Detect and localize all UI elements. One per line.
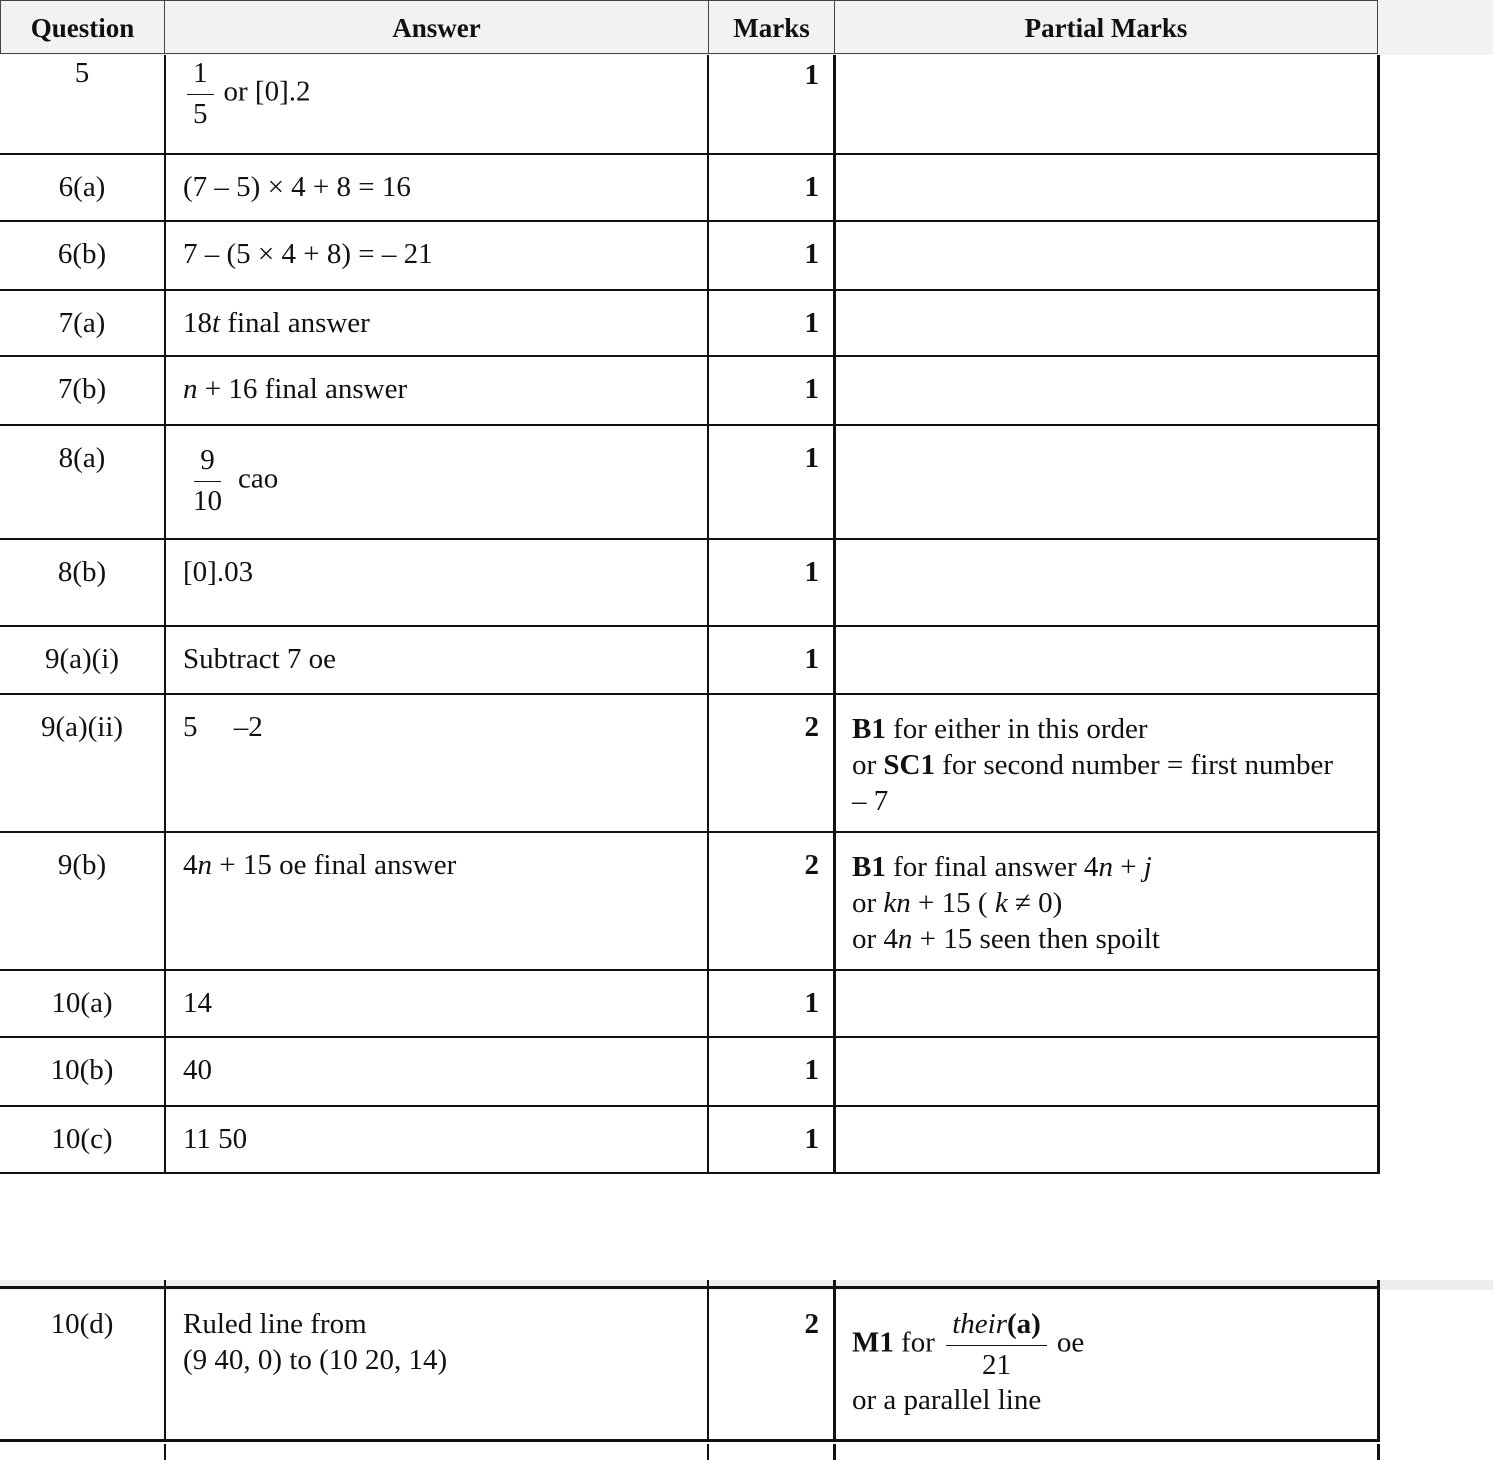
table-row bbox=[0, 833, 1380, 971]
marks-cell: 2 bbox=[709, 833, 836, 969]
table-row bbox=[0, 1038, 1380, 1107]
table-row bbox=[0, 1444, 1380, 1455]
table-row bbox=[0, 695, 1380, 833]
question-number: 8(a) bbox=[0, 426, 166, 538]
question-number: 7(a) bbox=[0, 291, 166, 355]
answer-text: final answer bbox=[220, 307, 370, 339]
table-row bbox=[0, 627, 1380, 695]
partial-marks-cell bbox=[836, 357, 1380, 424]
table-row bbox=[0, 971, 1380, 1038]
question-number: 8(b) bbox=[0, 540, 166, 625]
fraction-numerator: 1 bbox=[187, 59, 214, 95]
partial-marks-cell bbox=[836, 540, 1380, 625]
marks-cell: 1 bbox=[709, 222, 836, 289]
column-divider bbox=[709, 1444, 836, 1460]
answer-cell bbox=[166, 55, 709, 153]
table-row bbox=[0, 540, 1380, 627]
partial-marks-cell bbox=[836, 627, 1380, 693]
question-number: 5 bbox=[0, 55, 166, 153]
fraction-numerator: 9 bbox=[194, 446, 221, 482]
partial-line: – 7 bbox=[852, 785, 889, 817]
marks-cell: 1 bbox=[709, 1107, 836, 1172]
answer-line: Ruled line from bbox=[183, 1308, 367, 1340]
marks-cell: 1 bbox=[709, 540, 836, 625]
answer-cell bbox=[166, 1290, 709, 1439]
partial-marks-cell bbox=[836, 291, 1380, 355]
partial-line bbox=[852, 747, 1377, 783]
column-divider bbox=[0, 1444, 166, 1460]
table-row bbox=[0, 426, 1380, 540]
answer-cell: Subtract 7 oe bbox=[166, 627, 709, 693]
marks-cell: 1 bbox=[709, 971, 836, 1036]
partial-text: for bbox=[893, 1326, 943, 1359]
fraction-denominator: 10 bbox=[193, 485, 222, 517]
partial-line: or a parallel line bbox=[852, 1384, 1042, 1416]
fraction bbox=[187, 59, 214, 129]
table-row bbox=[0, 291, 1380, 357]
answer-line: (9 40, 0) to (10 20, 14) bbox=[183, 1344, 448, 1376]
partial-marks-cell bbox=[836, 695, 1380, 831]
answer-text: + 15 oe final answer bbox=[212, 849, 457, 881]
mark-code: B1 bbox=[852, 851, 886, 883]
fraction-numerator bbox=[946, 1310, 1047, 1346]
partial-marks-cell bbox=[836, 55, 1380, 153]
marks-cell: 2 bbox=[709, 1290, 836, 1439]
marks-cell: 1 bbox=[709, 627, 836, 693]
partial-text: for final answer 4 bbox=[885, 851, 1099, 883]
partial-text: + 15 ( bbox=[910, 887, 995, 919]
partial-marks-cell bbox=[836, 971, 1380, 1036]
partial-text: or bbox=[852, 749, 884, 781]
table-row bbox=[0, 222, 1380, 291]
partial-text: for second number = first number bbox=[935, 749, 1334, 781]
answer-cell bbox=[166, 833, 709, 969]
question-number: 7(b) bbox=[0, 357, 166, 424]
partial-text: or bbox=[852, 887, 884, 919]
partial-variable: their bbox=[952, 1308, 1007, 1340]
table-row bbox=[0, 155, 1380, 222]
answer-variable: n bbox=[197, 849, 212, 881]
question-number: 10(b) bbox=[0, 1038, 166, 1105]
partial-marks-cell bbox=[836, 155, 1380, 220]
answer-cell bbox=[166, 357, 709, 424]
table-row bbox=[0, 55, 1380, 155]
header-marks: Marks bbox=[708, 0, 835, 54]
partial-line bbox=[852, 885, 1377, 921]
answer-cell: [0].03 bbox=[166, 540, 709, 625]
marks-cell: 1 bbox=[709, 155, 836, 220]
header-question: Question bbox=[0, 0, 165, 54]
column-divider bbox=[166, 1444, 709, 1460]
partial-variable: k bbox=[994, 887, 1008, 919]
table-row bbox=[0, 357, 1380, 426]
marks-cell: 1 bbox=[709, 1038, 836, 1105]
answer-cell: (7 – 5) × 4 + 8 = 16 bbox=[166, 155, 709, 220]
question-number: 9(b) bbox=[0, 833, 166, 969]
answer-text: + 16 final answer bbox=[197, 373, 408, 405]
partial-marks-cell bbox=[836, 426, 1380, 538]
mark-code: B1 bbox=[852, 713, 886, 745]
partial-text: oe bbox=[1056, 1326, 1085, 1359]
partial-variable: n bbox=[897, 923, 913, 955]
marks-cell: 1 bbox=[709, 426, 836, 538]
partial-variable: j bbox=[1143, 851, 1152, 883]
column-divider bbox=[836, 1444, 1380, 1460]
table-row-top-edge bbox=[0, 1280, 1380, 1289]
partial-text: + 15 seen then spoilt bbox=[912, 923, 1160, 955]
answer-cell bbox=[166, 291, 709, 355]
marks-cell: 1 bbox=[709, 55, 836, 153]
question-number: 6(b) bbox=[0, 222, 166, 289]
marks-cell: 1 bbox=[709, 291, 836, 355]
question-number: 9(a)(i) bbox=[0, 627, 166, 693]
table-row bbox=[0, 1107, 1380, 1174]
partial-line bbox=[852, 849, 1377, 885]
part-reference: (a) bbox=[1006, 1308, 1041, 1340]
partial-line bbox=[852, 1310, 1377, 1380]
header-answer: Answer bbox=[164, 0, 709, 54]
partial-marks-cell bbox=[836, 1290, 1380, 1439]
answer-cell: 7 – (5 × 4 + 8) = – 21 bbox=[166, 222, 709, 289]
mark-code: M1 bbox=[852, 1326, 894, 1359]
answer-cell: 11 50 bbox=[166, 1107, 709, 1172]
answer-cell: 5 –2 bbox=[166, 695, 709, 831]
answer-text: 18 bbox=[183, 307, 212, 339]
partial-text: for either in this order bbox=[885, 713, 1148, 745]
answer-cell bbox=[166, 426, 709, 538]
answer-text: 4 bbox=[183, 849, 198, 881]
mark-code: SC1 bbox=[883, 749, 935, 781]
partial-text: ≠ 0) bbox=[1007, 887, 1063, 919]
partial-text: + bbox=[1112, 851, 1144, 883]
question-number: 10(a) bbox=[0, 971, 166, 1036]
fraction bbox=[946, 1310, 1047, 1380]
question-number: 10(c) bbox=[0, 1107, 166, 1172]
partial-line bbox=[852, 921, 1377, 957]
answer-cell: 40 bbox=[166, 1038, 709, 1105]
partial-marks-cell bbox=[836, 833, 1380, 969]
table-row bbox=[0, 1290, 1380, 1442]
answer-text: or [0].2 bbox=[223, 75, 311, 108]
question-number: 9(a)(ii) bbox=[0, 695, 166, 831]
answer-variable: n bbox=[183, 373, 198, 405]
fraction-denominator: 21 bbox=[982, 1349, 1011, 1381]
marks-cell: 2 bbox=[709, 695, 836, 831]
partial-line bbox=[852, 711, 1377, 747]
partial-variable: kn bbox=[883, 887, 911, 919]
fraction bbox=[187, 446, 228, 516]
answer-text: cao bbox=[238, 462, 279, 495]
header-partial-marks: Partial Marks bbox=[834, 0, 1378, 54]
fraction-denominator: 5 bbox=[193, 98, 208, 130]
partial-marks-cell bbox=[836, 222, 1380, 289]
answer-cell: 14 bbox=[166, 971, 709, 1036]
marks-cell: 1 bbox=[709, 357, 836, 424]
answer-variable: t bbox=[212, 307, 221, 339]
partial-variable: n bbox=[1098, 851, 1113, 883]
question-number: 10(d) bbox=[0, 1290, 166, 1439]
partial-marks-cell bbox=[836, 1038, 1380, 1105]
partial-text: or 4 bbox=[852, 923, 898, 955]
question-number: 6(a) bbox=[0, 155, 166, 220]
partial-marks-cell bbox=[836, 1107, 1380, 1172]
